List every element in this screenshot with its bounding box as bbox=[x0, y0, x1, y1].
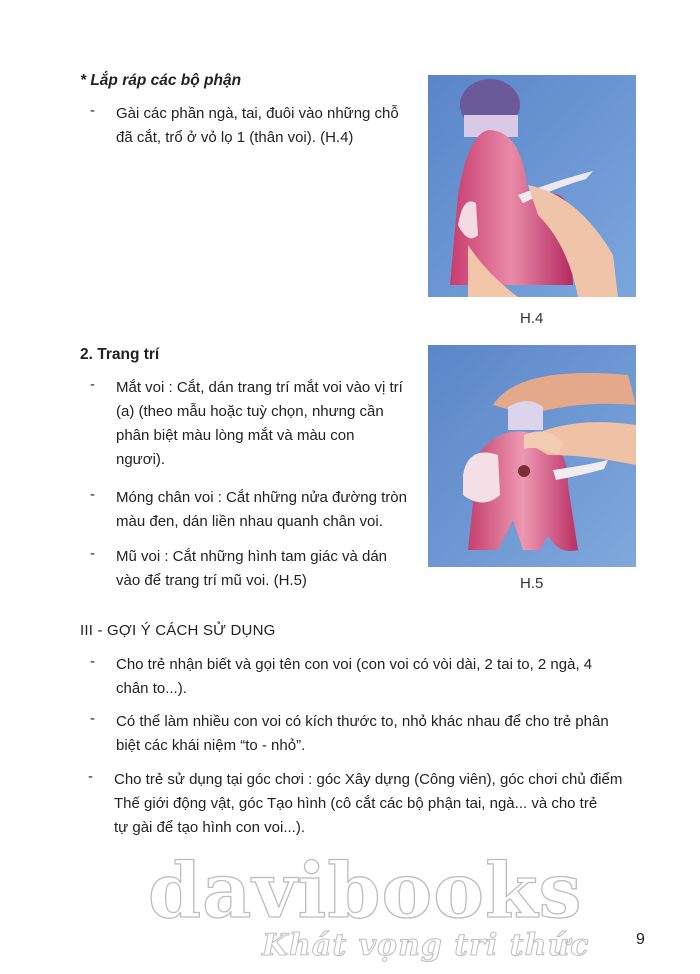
usage-2-line-1: Có thể làm nhiều con voi có kích thước to, nhỏ khác nhau để cho trẻ phân bbox=[116, 713, 609, 730]
hat-line-2: vào để trang trí mũ voi. (H.5) bbox=[116, 572, 307, 589]
assembly-bullet bbox=[90, 102, 420, 152]
bullet-toenail bbox=[90, 486, 420, 536]
usage-bullet-1 bbox=[90, 653, 650, 703]
usage-2-line-2: biệt các khái niệm “to - nhỏ”. bbox=[116, 737, 306, 754]
assembly-heading: * Lắp ráp các bộ phận bbox=[80, 72, 242, 89]
usage-heading: III - GỢI Ý CÁCH SỬ DỤNG bbox=[80, 622, 276, 639]
eye-line-2: (a) (theo mẫu hoặc tuỳ chọn, nhưng cần bbox=[116, 403, 384, 420]
bullet-hat bbox=[90, 545, 420, 595]
toenail-line-2: màu đen, dán liền nhau quanh chân voi. bbox=[116, 513, 383, 530]
toenail-line-1: Móng chân voi : Cắt những nửa đường tròn bbox=[116, 489, 407, 506]
bullet-dash: - bbox=[90, 710, 95, 727]
caption-h4: H.4 bbox=[520, 310, 544, 327]
caption-h5: H.5 bbox=[520, 575, 544, 592]
watermark-slogan: Khát vọng tri thức bbox=[262, 928, 590, 963]
photo-h4-elephant-assembly bbox=[428, 75, 636, 297]
usage-bullet-3 bbox=[88, 768, 658, 843]
eye-line-4: ngươi). bbox=[116, 451, 166, 468]
usage-bullet-2 bbox=[90, 710, 650, 760]
eye-line-1: Mắt voi : Cắt, dán trang trí mắt voi vào vị trí bbox=[116, 379, 403, 396]
page-number: 9 bbox=[636, 931, 645, 948]
eye-line-3: phân biệt màu lòng mắt và màu con bbox=[116, 427, 355, 444]
bullet-dash: - bbox=[90, 653, 95, 670]
bullet-dash: - bbox=[90, 486, 95, 503]
decoration-heading: 2. Trang trí bbox=[80, 346, 160, 363]
hat-line-1: Mũ voi : Cắt những hình tam giác và dán bbox=[116, 548, 388, 565]
assembly-line-1: Gài các phần ngà, tai, đuôi vào những chỗ bbox=[116, 105, 399, 122]
bullet-dash: - bbox=[88, 768, 93, 785]
bullet-dash: - bbox=[90, 102, 95, 119]
usage-3-line-3: tự gài để tạo hình con voi...). bbox=[114, 819, 305, 836]
usage-1-line-1: Cho trẻ nhận biết và gọi tên con voi (con voi có vòi dài, 2 tai to, 2 ngà, 4 bbox=[116, 656, 593, 673]
usage-3-line-1: Cho trẻ sử dụng tại góc chơi : góc Xây dựng (Công viên), góc chơi chủ điểm bbox=[114, 771, 623, 788]
bullet-eye bbox=[90, 376, 410, 476]
usage-3-line-2: Thế giới động vật, góc Tạo hình (cô cắt các bộ phận tai, ngà... và cho trẻ bbox=[114, 795, 598, 812]
assembly-line-2: đã cắt, trổ ở vỏ lọ 1 (thân voi). (H.4) bbox=[116, 129, 354, 146]
watermark-brand: davibooks bbox=[148, 846, 583, 935]
photo-h5-elephant-decorated bbox=[428, 345, 636, 567]
bullet-dash: - bbox=[90, 545, 95, 562]
bullet-dash: - bbox=[90, 376, 95, 393]
usage-1-line-2: chân to...). bbox=[116, 680, 187, 697]
